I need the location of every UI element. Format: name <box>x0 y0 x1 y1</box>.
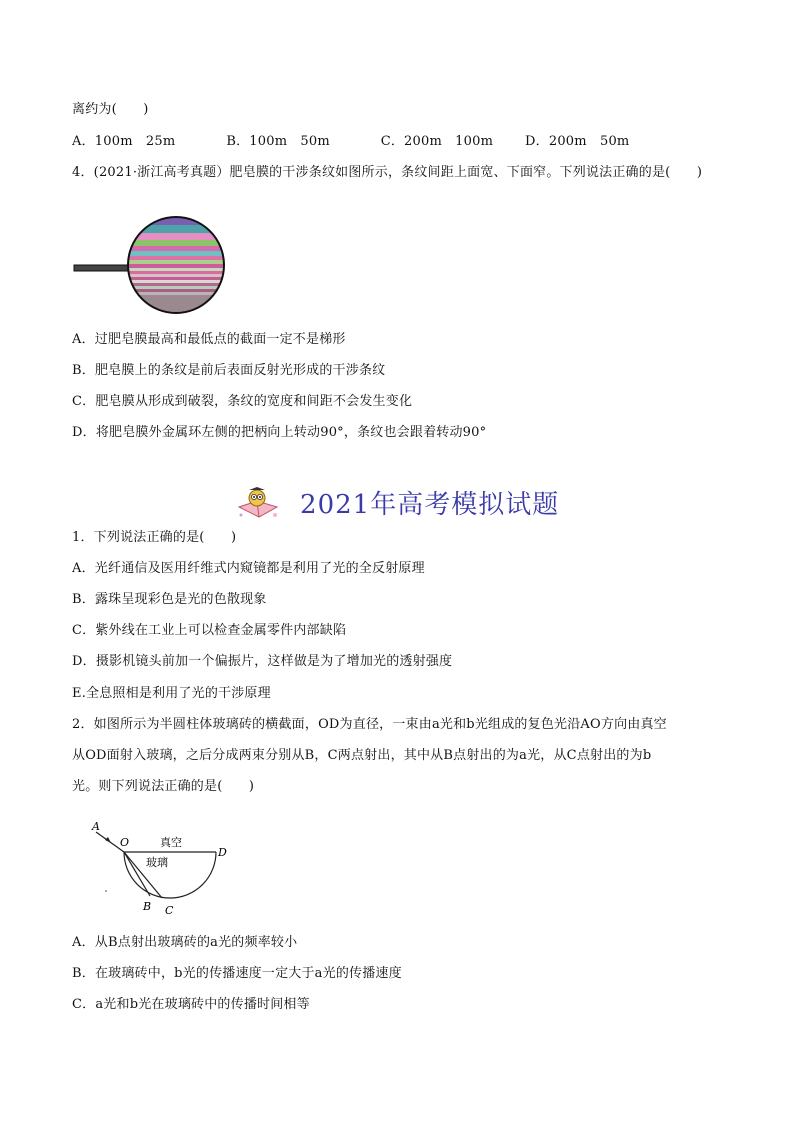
q3-options <box>72 133 629 151</box>
q3-option-a: A．100m 25m <box>72 134 176 149</box>
label-c: C <box>165 904 174 917</box>
q3-option-d: D．200m 50m <box>525 134 630 149</box>
m1-option-c: C．紫外线在工业上可以检查金属零件内部缺陷 <box>72 623 347 638</box>
m2-stem-line1: 2．如图所示为半圆柱体玻璃砖的横截面，OD为直径，一束由a光和b光组成的复色光沿AO方向由真空 <box>72 717 667 732</box>
m2-option-a: A．从B点射出玻璃砖的a光的频率较小 <box>72 935 298 950</box>
soap-film-figure <box>70 210 230 322</box>
m2-stem-line3: 光。则下列说法正确的是( ) <box>72 779 255 794</box>
label-vacuum: 真空 <box>160 836 182 849</box>
m1-option-e: E.全息照相是利用了光的干涉原理 <box>72 686 271 701</box>
m1-option-a: A．光纤通信及医用纤维式内窥镜都是利用了光的全反射原理 <box>72 561 425 576</box>
owl-book-icon <box>235 487 281 519</box>
q4-option-c: C．肥皂膜从形成到破裂，条纹的宽度和间距不会发生变化 <box>72 394 413 409</box>
q3-stem-tail: 离约为( ) <box>72 102 149 117</box>
q4-stem: 4．(2021·浙江高考真题）肥皂膜的干涉条纹如图所示，条纹间距上面宽、下面窄。下列说法正确的是( ) <box>72 165 703 180</box>
q4-option-a: A．过肥皂膜最高和最低点的截面一定不是梯形 <box>72 332 346 347</box>
m2-option-b: B．在玻璃砖中，b光的传播速度一定大于a光的传播速度 <box>72 966 402 981</box>
m1-stem: 1．下列说法正确的是( ) <box>72 530 237 545</box>
label-glass: 玻璃 <box>146 856 168 869</box>
glass-brick-diagram <box>84 816 244 920</box>
label-o: O <box>120 836 130 849</box>
q4-option-d: D．将肥皂膜外金属环左侧的把柄向上转动90°，条纹也会跟着转动90° <box>72 425 487 440</box>
m2-stem-line2: 从OD面射入玻璃，之后分成两束分别从B，C两点射出，其中从B点射出的为a光，从C点射出的为b <box>72 748 652 763</box>
label-d: D <box>218 846 227 859</box>
q3-option-b: B．100m 50m <box>226 134 330 149</box>
m1-option-d: D．摄影机镜头前加一个偏振片，这样做是为了增加光的透射强度 <box>72 654 453 669</box>
label-a: A <box>92 820 100 833</box>
q4-option-b: B．肥皂膜上的条纹是前后表面反射光形成的干涉条纹 <box>72 363 386 378</box>
m2-option-c: C．a光和b光在玻璃砖中的传播时间相等 <box>72 997 310 1012</box>
section-heading <box>0 484 794 521</box>
ring-handle <box>74 265 130 271</box>
q3-option-c: C．200m 100m <box>380 134 494 149</box>
soap-film-stripes <box>126 215 226 315</box>
m1-option-b: B．露珠呈现彩色是光的色散现象 <box>72 592 267 607</box>
label-b: B <box>143 900 152 913</box>
section-title: 2021年高考模拟试题 <box>300 490 560 520</box>
